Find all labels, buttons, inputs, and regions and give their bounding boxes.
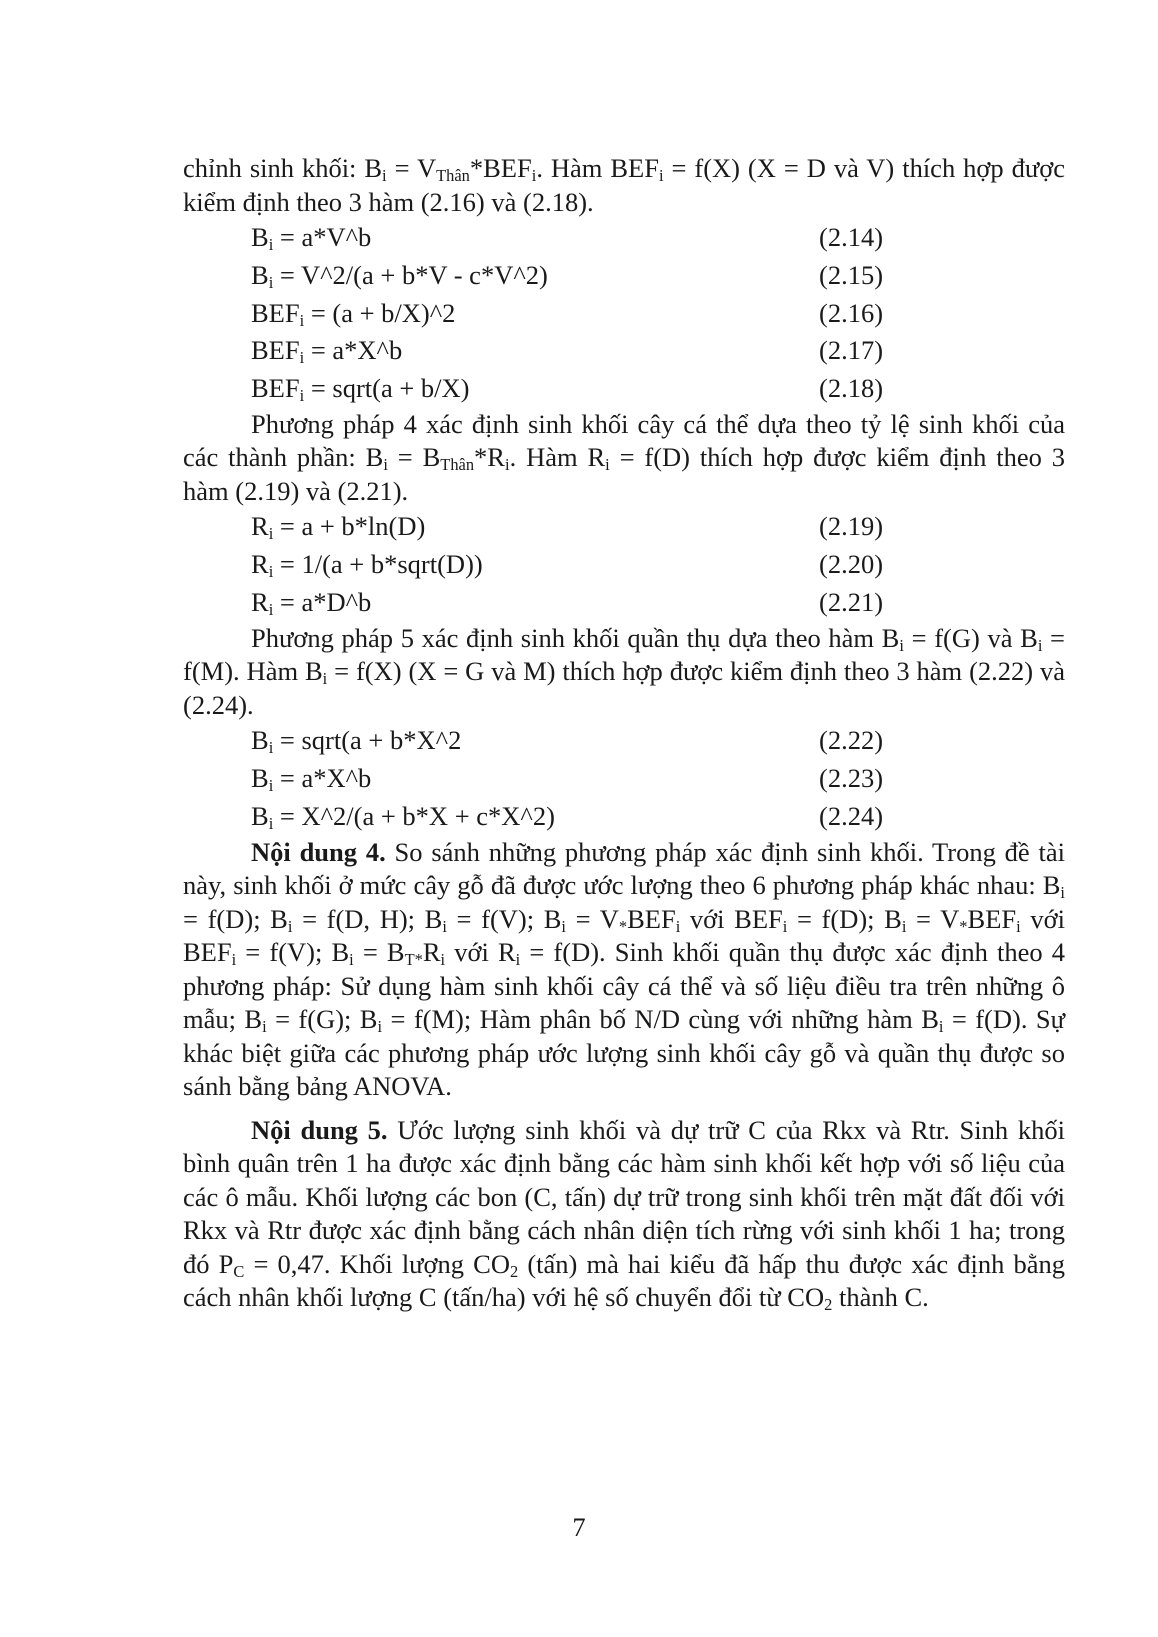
equation-number: (2.20) bbox=[819, 549, 884, 580]
equation-number: (2.16) bbox=[819, 297, 884, 328]
paragraph-content-5: Nội dung 5. Ước lượng sinh khối và dự trữ C của Rkx và Rtr. Sinh khối bình quân trên 1 ha được xác định bằng các hàm sinh khối kết hợp với số liệu của các ô mẫu. Khối lượng các bon (C, tấn) dự trữ trong sinh khối trên mặt đất đối với Rkx và Rtr được xác định bằng cách nhân diện tích rừng với sinh khối 1 ha; trong đó $P_C = 0,47$. Khối lượng $CO_2$ (tấn) mà hai kiểu đã hấp thu được xác định bằng cách nhân khối lượng C (tấn/ha) với hệ số chuyển đổi từ $CO_2$ thành C. bbox=[183, 1114, 1065, 1315]
page-number: 7 bbox=[572, 1512, 586, 1542]
equation-number: (2.17) bbox=[819, 335, 884, 366]
section-heading: Nội dung 5. bbox=[251, 1114, 388, 1145]
equation-number: (2.15) bbox=[819, 259, 884, 290]
paragraph-method-5: Phương pháp 5 xác định sinh khối quần thụ dựa theo hàm $B_i = f(G)$ và $B_i = f(M)$. Hàm $B_i = f(X) (X = G$ và M) thích hợp được kiểm định theo 3 hàm (2.22) và (2.24). bbox=[183, 622, 1065, 720]
equation-row bbox=[183, 508, 1065, 546]
section-heading: Nội dung 4. bbox=[251, 836, 386, 867]
paragraph-bef-intro: chỉnh sinh khối: $B_i = V_{Thân}*BEF_i$. Hàm $BEF_i = f(X) (X = D$ và V) thích hợp được kiểm định theo 3 hàm (2.16) và (2.18). bbox=[183, 153, 1065, 217]
equation-row bbox=[183, 760, 1065, 798]
equation-formula: $B_i$ = a*X^b bbox=[251, 763, 372, 796]
equation-row bbox=[183, 332, 1065, 370]
equation-formula: $B_i$ = V^2/(a + b*V - c*V^2) bbox=[251, 259, 548, 292]
equation-number: (2.19) bbox=[819, 511, 884, 542]
equation-formula: $BEF_i = (a$ + b/X)^2 bbox=[251, 297, 456, 330]
equation-row bbox=[183, 257, 1065, 295]
equation-group-ratio bbox=[183, 508, 1065, 621]
equation-group-stand bbox=[183, 722, 1065, 835]
paragraph-method-4: Phương pháp 4 xác định sinh khối cây cá thể dựa theo tỷ lệ sinh khối của các thành phần: $B_i = B_{Thân}*R_i$. Hàm $R_i = f(D)$ thích hợp được kiểm định theo 3 hàm (2.19) và (2.21). bbox=[183, 408, 1065, 506]
equation-number: (2.21) bbox=[819, 587, 884, 618]
equation-formula: $BEF_i$ = sqrt(a + b/X) bbox=[251, 373, 470, 406]
equation-number: (2.23) bbox=[819, 763, 884, 794]
equation-formula: $B_i$ = a*V^b bbox=[251, 222, 372, 255]
equation-number: (2.18) bbox=[819, 373, 884, 404]
paragraph-content-4: Nội dung 4. So sánh những phương pháp xác định sinh khối. Trong đề tài này, sinh khối ở mức cây gỗ đã được ước lượng theo 6 phương pháp khác nhau: $B_i = f(D)$; $B_i = f(D$, H); $B_i = f(V)$; $B_i = V_*BEF_i$ với $BEF_i = f(D)$; $B_i = V_*BEF_i$ với $BEF_i = f(V)$; $B_i = B_{T*}R_i$ với $R_i = f(D)$. Sinh khối quần thụ được xác định theo 4 phương pháp: Sử dụng hàm sinh khối cây cá thể và số liệu điều tra trên những ô mẫu; $B_i = f(G)$; $B_i = f(M)$; Hàm phân bố N/D cùng với những hàm $B_i = f(D)$. Sự khác biệt giữa các phương pháp ước lượng sinh khối cây gỗ và quần thụ được so sánh bằng bảng ANOVA. bbox=[183, 836, 1066, 1102]
equation-row bbox=[183, 546, 1065, 584]
equation-row bbox=[183, 219, 1065, 257]
equation-number: (2.22) bbox=[819, 725, 884, 756]
equation-row bbox=[183, 370, 1065, 408]
equation-row bbox=[183, 722, 1065, 760]
equation-formula: $R_i = 1/(a$ + b*sqrt(D)) bbox=[251, 549, 483, 582]
equation-row bbox=[183, 295, 1065, 333]
equation-formula: $R_i = a + b*\ln(D)$ bbox=[251, 511, 426, 544]
equation-formula: $BEF_i$ = a*X^b bbox=[251, 335, 403, 368]
equation-number: (2.14) bbox=[819, 222, 884, 252]
equation-formula: $B_i$ = X^2/(a + b*X + c*X^2) bbox=[251, 800, 555, 834]
equation-number: (2.24) bbox=[819, 800, 884, 831]
equation-row bbox=[183, 798, 1065, 836]
equation-row bbox=[183, 584, 1065, 622]
equation-group-bef bbox=[183, 219, 1065, 408]
equation-formula: $R_i$ = a*D^b bbox=[251, 587, 372, 620]
page-body bbox=[183, 152, 1065, 1315]
equation-formula: $B_i$ = sqrt(a + b*X^2 bbox=[251, 725, 462, 758]
